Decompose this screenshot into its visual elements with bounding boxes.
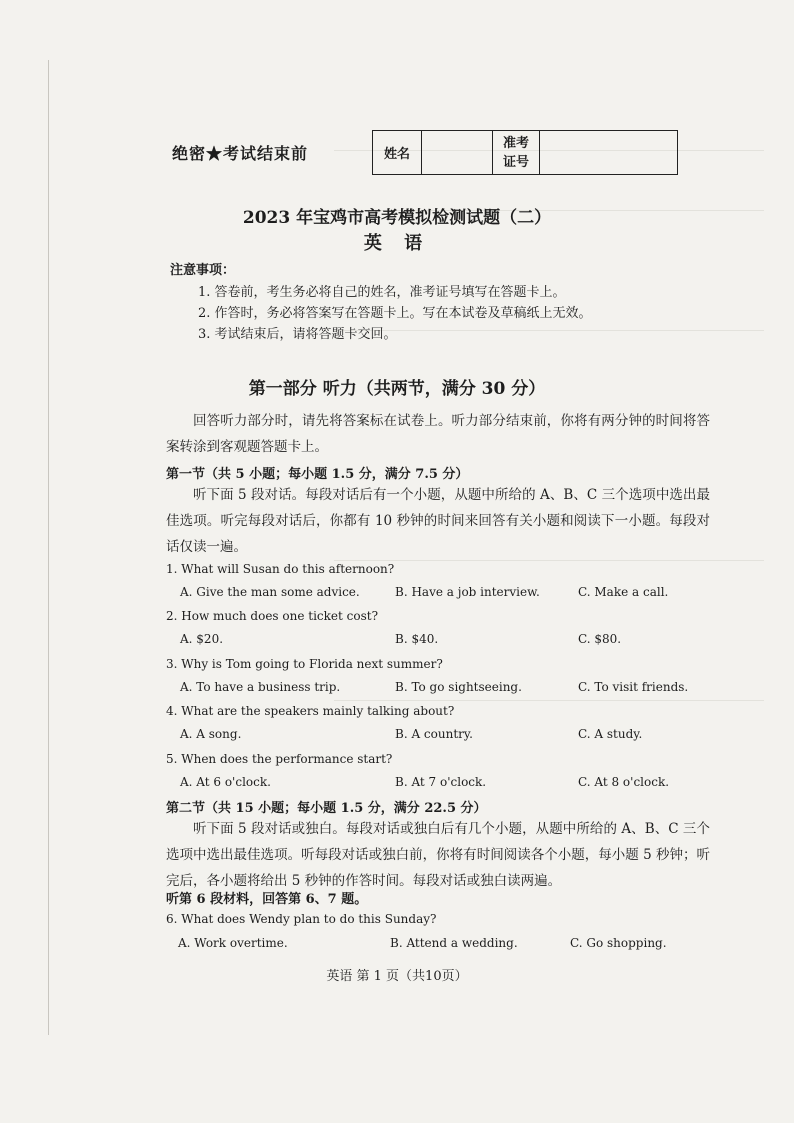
candidate-info-box xyxy=(372,130,678,175)
option-c: C. To visit friends. xyxy=(578,680,689,694)
option-a: A. A song. xyxy=(180,727,242,741)
note-item: 2. 作答时，务必将答案写在答题卡上。写在本试卷及草稿纸上无效。 xyxy=(198,306,592,321)
exam-title: 2023 年宝鸡市高考模拟检测试题（二） xyxy=(242,208,552,228)
option-a: A. Work overtime. xyxy=(178,936,288,950)
page-footer: 英语 第 1 页（共10页） xyxy=(326,969,468,984)
section-one-instructions: 听下面 5 段对话。每段对话后有一个小题，从题中所给的 A、B、C 三个选项中选出最佳选项。听完每段对话后，你都有 10 秒钟的时间来回答有关小题和阅读下一小题。每段对话仅读一遍。 xyxy=(166,487,710,555)
note-item: 1. 答卷前，考生务必将自己的姓名，准考证号填写在答题卡上。 xyxy=(198,285,566,300)
bleed-through-line xyxy=(334,330,764,331)
option-c: C. $80. xyxy=(578,632,622,646)
option-c: C. Go shopping. xyxy=(570,936,667,950)
option-b: B. At 7 o'clock. xyxy=(395,775,487,789)
option-c: C. At 8 o'clock. xyxy=(578,775,670,789)
notes-heading: 注意事项： xyxy=(170,263,236,278)
option-a: A. To have a business trip. xyxy=(180,680,341,694)
section-one-title: 第一节（共 5 小题；每小题 1.5 分，满分 7.5 分） xyxy=(166,467,469,482)
section-two-instructions: 听下面 5 段对话或独白。每段对话或独白后有几个小题，从题中所给的 A、B、C 三个选项中选出最佳选项。听每段对话或独白前，你将有时间阅读各个小题，每小题 5 秒钟；听完后，各小题将给出 5 秒钟的作答时间。每段对话或独白读两遍。 xyxy=(166,821,710,889)
note-item: 3. 考试结束后，请将答题卡交回。 xyxy=(198,327,397,342)
part-one-intro: 回答听力部分时，请先将答案标在试卷上。听力部分结束前，你将有两分钟的时间将答案转涂到客观题答题卡上。 xyxy=(166,413,710,455)
question-stem: 4. What are the speakers mainly talking about? xyxy=(166,704,455,718)
question-stem: 2. How much does one ticket cost? xyxy=(166,609,379,623)
option-b: B. To go sightseeing. xyxy=(395,680,522,694)
material-label: 听第 6 段材料，回答第 6、7 题。 xyxy=(166,892,368,907)
confidential-label: 绝密★考试结束前 xyxy=(172,144,309,163)
option-a: A. Give the man some advice. xyxy=(180,585,360,599)
option-b: B. Attend a wedding. xyxy=(390,936,518,950)
option-b: B. Have a job interview. xyxy=(395,585,540,599)
option-c: C. Make a call. xyxy=(578,585,669,599)
ticket-label-line2: 证号 xyxy=(502,154,529,170)
name-field[interactable] xyxy=(422,131,493,175)
ticket-number-field[interactable] xyxy=(540,131,678,175)
bleed-through-line xyxy=(334,700,764,701)
ticket-number-label xyxy=(493,131,540,175)
question-stem: 5. When does the performance start? xyxy=(166,752,393,766)
question-stem: 3. Why is Tom going to Florida next summer? xyxy=(166,657,443,671)
part-one-title: 第一部分 听力（共两节，满分 30 分） xyxy=(248,379,546,399)
option-b: B. A country. xyxy=(395,727,473,741)
question-stem: 6. What does Wendy plan to do this Sunday? xyxy=(166,912,437,926)
ticket-label-line1: 准考 xyxy=(502,135,529,151)
section-two-title: 第二节（共 15 小题；每小题 1.5 分，满分 22.5 分） xyxy=(166,801,487,816)
option-b: B. $40. xyxy=(395,632,439,646)
question-stem: 1. What will Susan do this afternoon? xyxy=(166,562,395,576)
name-label: 姓名 xyxy=(373,131,422,175)
option-a: A. $20. xyxy=(180,632,224,646)
option-c: C. A study. xyxy=(578,727,643,741)
option-a: A. At 6 o'clock. xyxy=(180,775,271,789)
bleed-through-line xyxy=(334,560,764,561)
subject-title: 英 语 xyxy=(363,233,431,254)
